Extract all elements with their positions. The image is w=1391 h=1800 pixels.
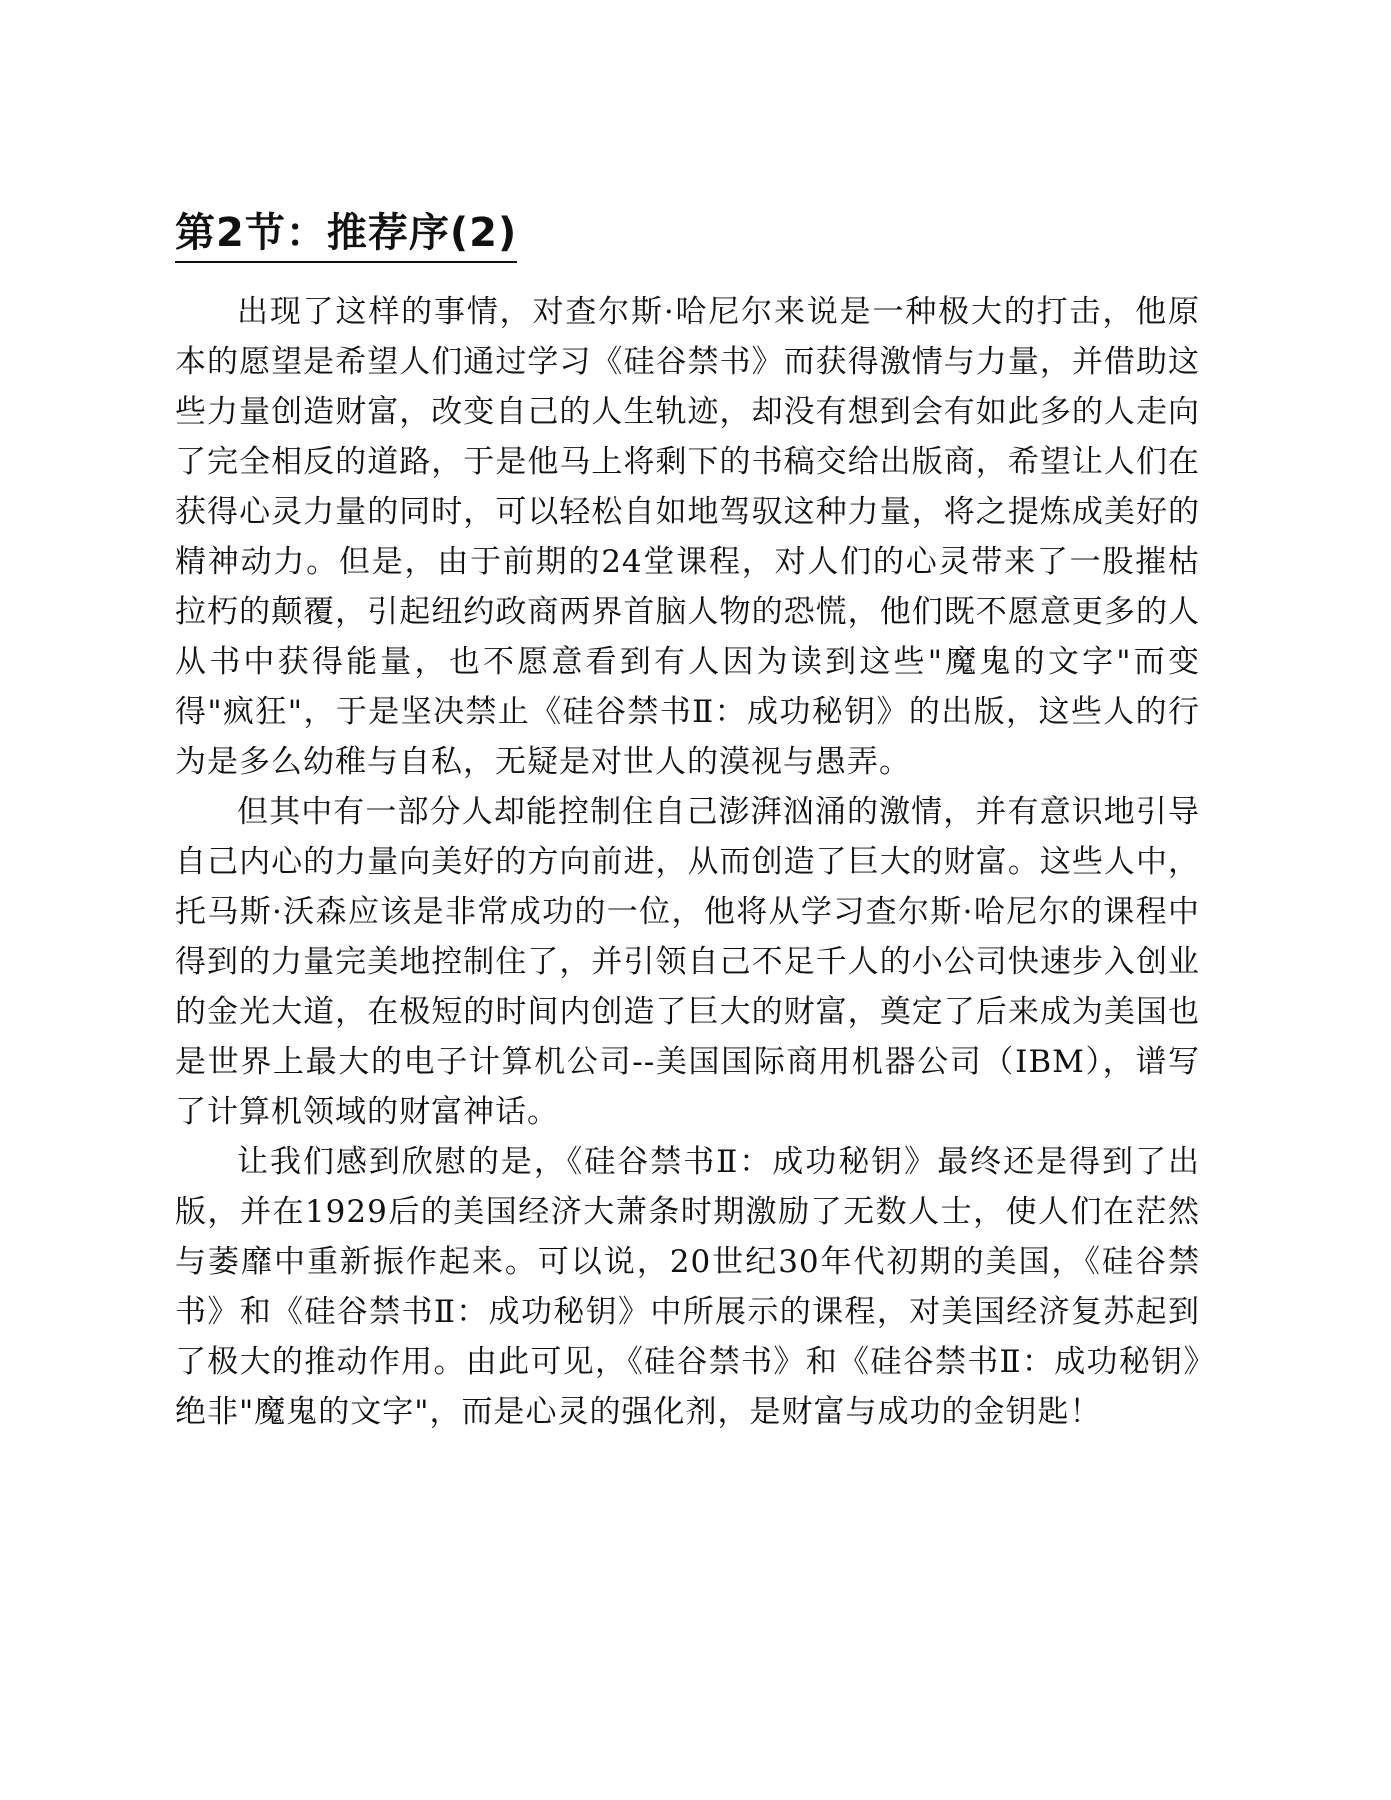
paragraph-2: 但其中有一部分人却能控制住自己澎湃汹涌的激情，并有意识地引导自己内心的力量向美好的方向前进，从而创造了巨大的财富。这些人中，托马斯·沃森应该是非常成功的一位，他将从学习查尔斯·哈尼尔的课程中得到的力量完美地控制住了，并引领自己不足千人的小公司快速步入创业的金光大道，在极短的时间内创造了巨大的财富，奠定了后来成为美国也是世界上最大的电子计算机公司--美国国际商用机器公司（IBM），谱写了计算机领域的财富神话。: [175, 794, 1200, 1130]
paragraph-1: 出现了这样的事情，对查尔斯·哈尼尔来说是一种极大的打击，他原本的愿望是希望人们通过学习《硅谷禁书》而获得激情与力量，并借助这些力量创造财富，改变自己的人生轨迹，却没有想到会有如此多的人走向了完全相反的道路，于是他马上将剩下的书稿交给出版商，希望让人们在获得心灵力量的同时，可以轻松自如地驾驭这种力量，将之提炼成美好的精神动力。但是，由于前期的24堂课程，对人们的心灵带来了一股摧枯拉朽的颠覆，引起纽约政商两界首脑人物的恐慌，他们既不愿意更多的人从书中获得能量，也不愿意看到有人因为读到这些"魔鬼的文字"而变得"疯狂"，于是坚决禁止《硅谷禁书Ⅱ：成功秘钥》的出版，这些人的行为是多么幼稚与自私，无疑是对世人的漠视与愚弄。: [175, 294, 1200, 780]
document-page: [175, 207, 1200, 1437]
section-title: 第2节：推荐序(2): [175, 207, 517, 263]
paragraph-3: 让我们感到欣慰的是，《硅谷禁书Ⅱ：成功秘钥》最终还是得到了出版，并在1929后的美国经济大萧条时期激励了无数人士，使人们在茫然与萎靡中重新振作起来。可以说，20世纪30年代初期的美国，《硅谷禁书》和《硅谷禁书Ⅱ：成功秘钥》中所展示的课程，对美国经济复苏起到了极大的推动作用。由此可见，《硅谷禁书》和《硅谷禁书Ⅱ：成功秘钥》绝非"魔鬼的文字"，而是心灵的强化剂，是财富与成功的金钥匙！: [175, 1144, 1200, 1430]
